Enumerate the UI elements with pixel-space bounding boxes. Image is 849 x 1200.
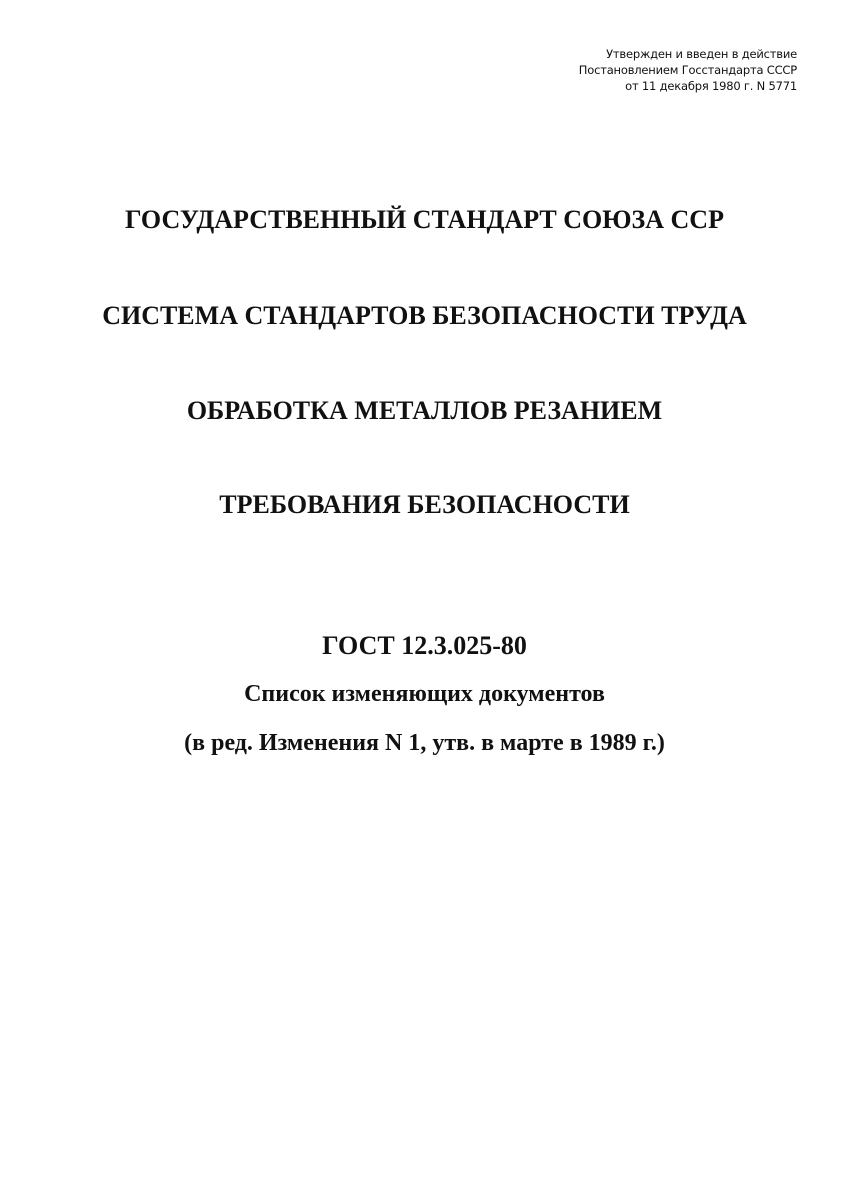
approval-line-3: от 11 декабря 1980 г. N 5771 bbox=[625, 79, 797, 93]
approval-line-2: Постановлением Госстандарта СССР bbox=[578, 63, 797, 77]
changes-edition-note: (в ред. Изменения N 1, утв. в марте в 1989 г.) bbox=[184, 730, 665, 756]
requirements-heading: ТРЕБОВАНИЯ БЕЗОПАСНОСТИ bbox=[219, 490, 630, 519]
subject-heading: ОБРАБОТКА МЕТАЛЛОВ РЕЗАНИЕМ bbox=[186, 396, 663, 425]
system-heading: СИСТЕМА СТАНДАРТОВ БЕЗОПАСНОСТИ ТРУДА bbox=[102, 301, 747, 330]
approval-note bbox=[579, 46, 797, 94]
state-standard-heading: ГОСУДАРСТВЕННЫЙ СТАНДАРТ СОЮЗА ССР bbox=[125, 205, 724, 234]
standard-code: ГОСТ 12.3.025-80 bbox=[322, 631, 527, 660]
approval-line-1: Утвержден и введен в действие bbox=[606, 47, 797, 61]
changes-list-title: Список изменяющих документов bbox=[244, 681, 605, 707]
